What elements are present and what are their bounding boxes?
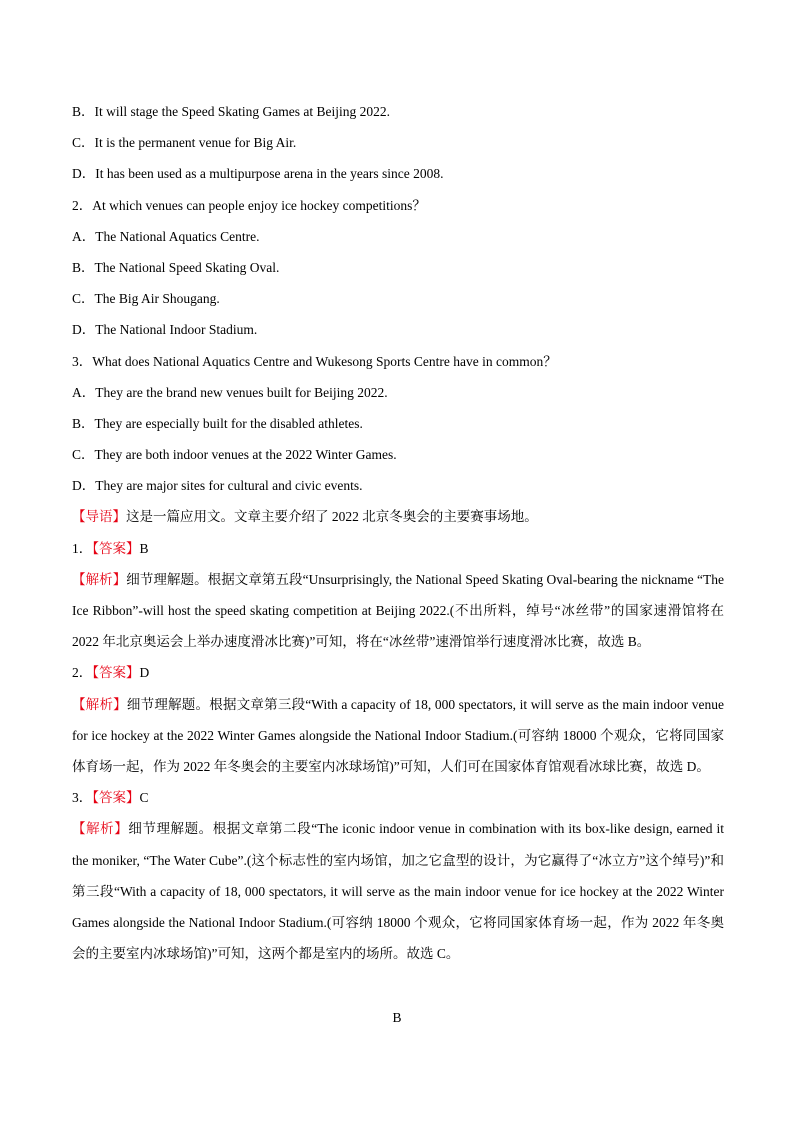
answer-number: 3．: [72, 790, 93, 806]
analysis-text: 细节理解题。根据文章第五段“Unsurprisingly, the National Speed Skating Oval-bearing the nickname “The Ice Ribbon”-will host the speed skating competition at Beijing 2022.(不出所料，绰号“冰丝带”的国家速滑馆将在 2022 年北京奥运会上举办速度滑冰比赛)”可知，将在“冰丝带”速滑馆举行速度滑冰比赛，故选 B。: [72, 571, 724, 650]
answer-tag: 【答案】: [92, 790, 140, 806]
analysis-1: [72, 564, 724, 658]
guide-text: 这是一篇应用文。文章主要介绍了 2022 北京冬奥会的主要赛事场地。: [126, 509, 538, 525]
answer-tag: 【答案】: [92, 665, 140, 681]
q3-option-d: D．They are major sites for cultural and civic events.: [72, 478, 363, 494]
guide-paragraph: [72, 501, 724, 532]
answer-letter: C: [139, 790, 149, 806]
analysis-text: 细节理解题。根据文章第三段“With a capacity of 18, 000 spectators, it will serve as the main indoor venue for ice hockey at the 2022 Winter Games alongside the National Indoor Stadium.(可容纳 18000 个观众，它将同国家体育场一起，作为 2022 年冬奥会的主要室内冰球场馆)”可知，人们可在国家体育馆观看冰球比赛，故选 D。: [72, 696, 725, 775]
analysis-2: [72, 689, 724, 783]
answer-letter: B: [139, 540, 149, 556]
q3-option-c: C．They are both indoor venues at the 2022 Winter Games.: [72, 447, 397, 463]
answer-2-line: [72, 657, 724, 688]
analysis-tag: 【解析】: [72, 821, 129, 837]
q3-option-b: B．They are especially built for the disabled athletes.: [72, 415, 363, 431]
page-footer: B: [392, 1010, 402, 1025]
q3-stem: 3．What does National Aquatics Centre and Wukesong Sports Centre have in common？: [72, 353, 557, 369]
answer-1-line: [72, 533, 724, 564]
q3-option-a: A．They are the brand new venues built for Beijing 2022.: [72, 384, 388, 400]
q2-stem: 2．At which venues can people enjoy ice hockey competitions？: [72, 197, 426, 213]
answer-number: 2．: [72, 665, 93, 681]
answer-number: 1．: [72, 540, 93, 556]
analysis-text: 细节理解题。根据文章第二段“The iconic indoor venue in combination with its box-like design, earned it the moniker, “The Water Cube”.(这个标志性的室内场馆，加之它盒型的设计，为它赢得了“冰立方”这个绰号)”和第三段“With a capacity of 18, 000 spectators, it will serve as the main indoor venue for ice hockey at the 2022 Winter Games alongside the National Indoor Stadium.(可容纳 18000 个观众，它将同国家体育场一起，作为 2022 年冬奥会的主要室内冰球场馆)”可知，这两个都是室内的场所。故选 C。: [72, 821, 725, 962]
q2-option-d: D．The National Indoor Stadium.: [72, 322, 258, 338]
guide-tag: 【导语】: [72, 509, 126, 525]
answer-3-line: [72, 782, 724, 813]
q1-option-c: C．It is the permanent venue for Big Air.: [72, 135, 297, 151]
q1-option-b: B．It will stage the Speed Skating Games at Beijing 2022.: [72, 104, 390, 119]
analysis-tag: 【解析】: [72, 571, 127, 587]
q2-option-a: A．The National Aquatics Centre.: [72, 228, 260, 244]
analysis-tag: 【解析】: [72, 696, 127, 712]
document-body: [72, 96, 724, 969]
q1-option-d: D．It has been used as a multipurpose arena in the years since 2008.: [72, 166, 444, 182]
answer-letter: D: [139, 665, 150, 681]
q2-option-b: B．The National Speed Skating Oval.: [72, 259, 280, 275]
answer-tag: 【答案】: [92, 540, 140, 556]
analysis-3: [72, 813, 724, 969]
q2-option-c: C．The Big Air Shougang.: [72, 291, 220, 307]
